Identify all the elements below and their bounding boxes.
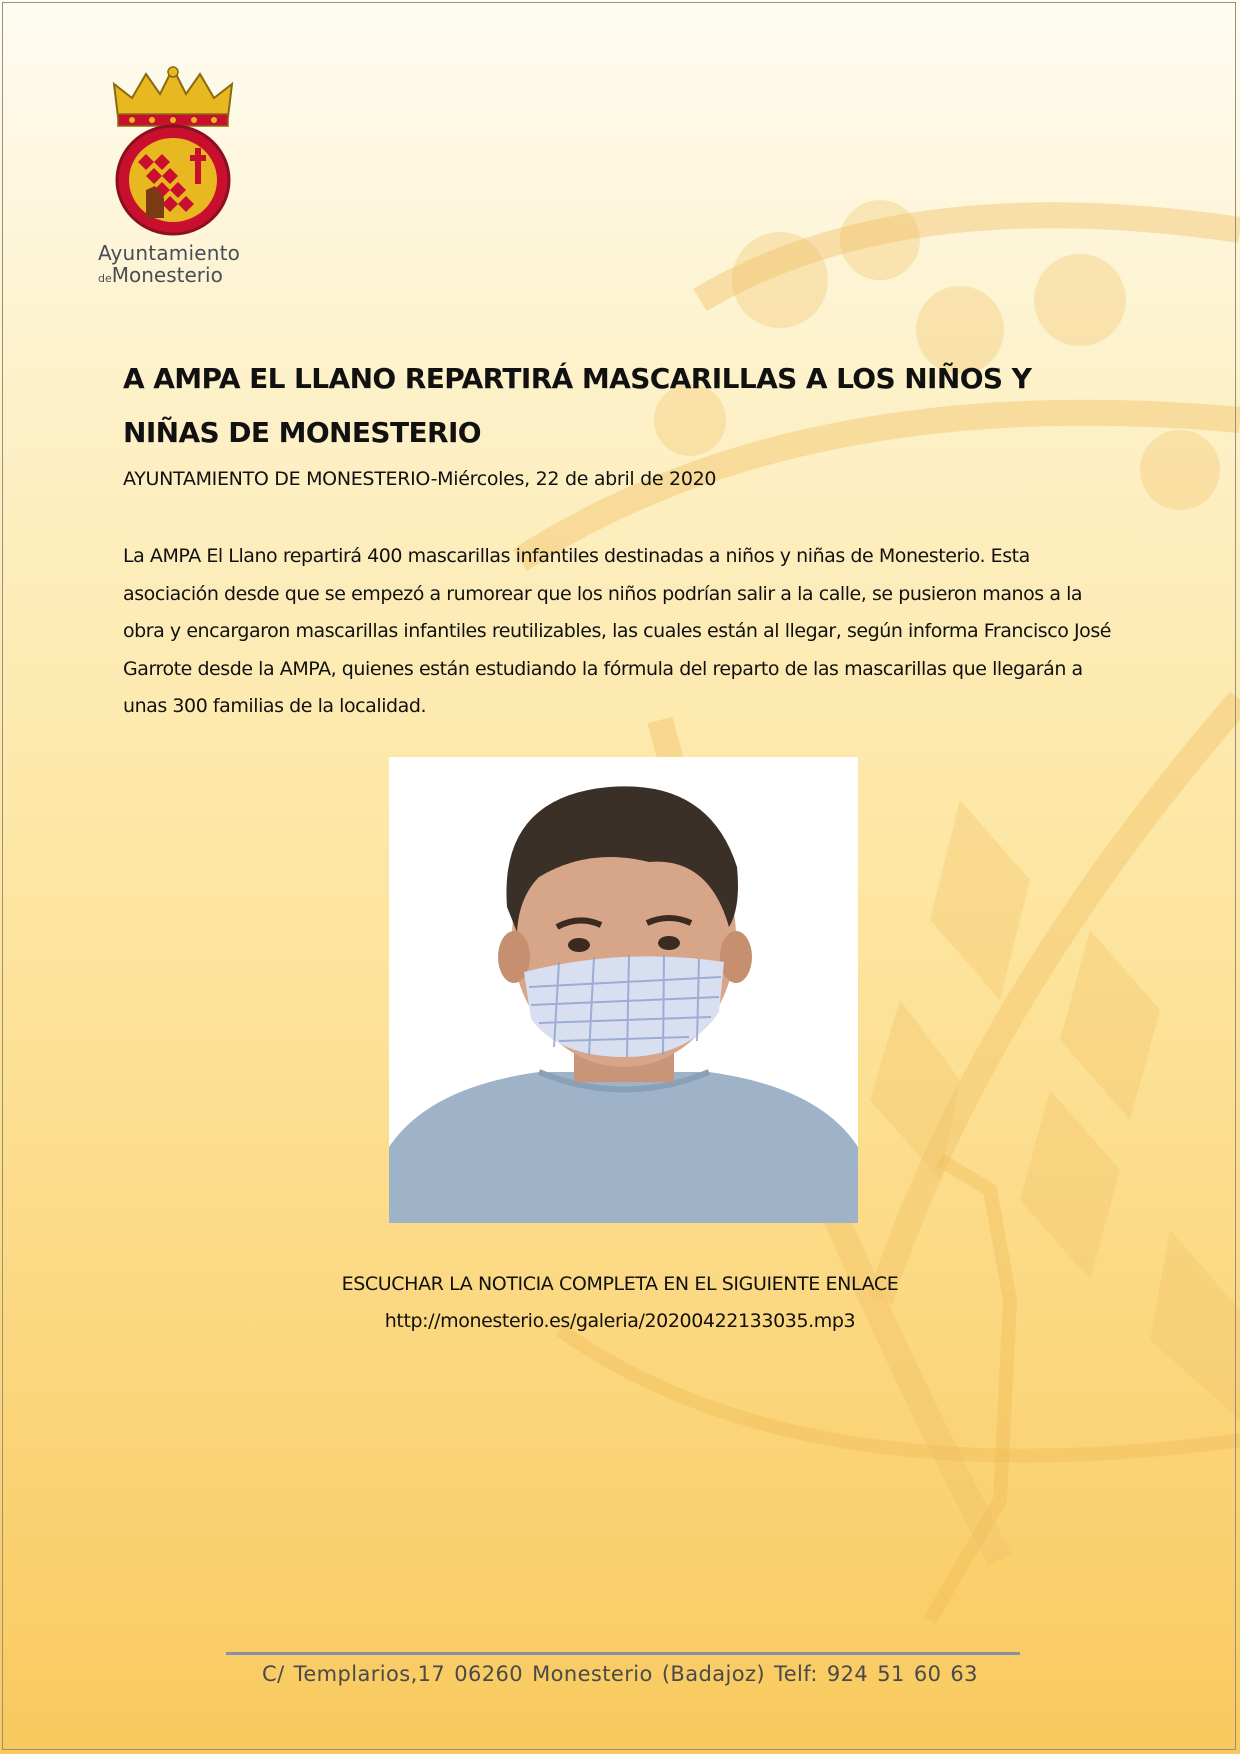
- audio-link[interactable]: http://monesterio.es/galeria/20200422133035.mp3: [384, 1310, 856, 1332]
- article-body: La AMPA El Llano repartirá 400 mascarillas infantiles destinadas a niños y niñas de Monesterio. Esta asociación desde que se empezó a rumorear que los niños podrían salir a la calle, se pusieron manos a la obra y encargaron mascarillas infantiles reutilizables, las cuales están al llegar, según informa Francisco José Garrote desde la AMPA, quienes están estudiando la fórmula del reparto de las mascarillas que llegarán a unas 300 familias de la localidad.: [123, 545, 1112, 717]
- logo-line-monesterio: [98, 263, 248, 287]
- footer-divider: [226, 1652, 1020, 1655]
- logo-prefix: de: [98, 272, 112, 285]
- municipal-logo: [98, 62, 248, 287]
- article-photo: [389, 757, 858, 1223]
- listen-label: ESCUCHAR LA NOTICIA COMPLETA EN EL SIGUIENTE ENLACE: [341, 1273, 899, 1295]
- coat-of-arms-icon: [106, 62, 240, 237]
- footer-address: C/ Templarios,17 06260 Monesterio (Badajoz) Telf: 924 51 60 63: [262, 1662, 978, 1686]
- article-headline: A AMPA EL LLANO REPARTIRÁ MASCARILLAS A LOS NIÑOS Y NIÑAS DE MONESTERIO: [123, 362, 1032, 449]
- logo-line-ayuntamiento: Ayuntamiento: [98, 241, 241, 265]
- article-dateline: AYUNTAMIENTO DE MONESTERIO-Miércoles, 22 de abril de 2020: [123, 468, 717, 490]
- child-with-mask-image: [389, 757, 858, 1223]
- logo-town: Monesterio: [111, 263, 223, 287]
- listen-section: [0, 1266, 1240, 1340]
